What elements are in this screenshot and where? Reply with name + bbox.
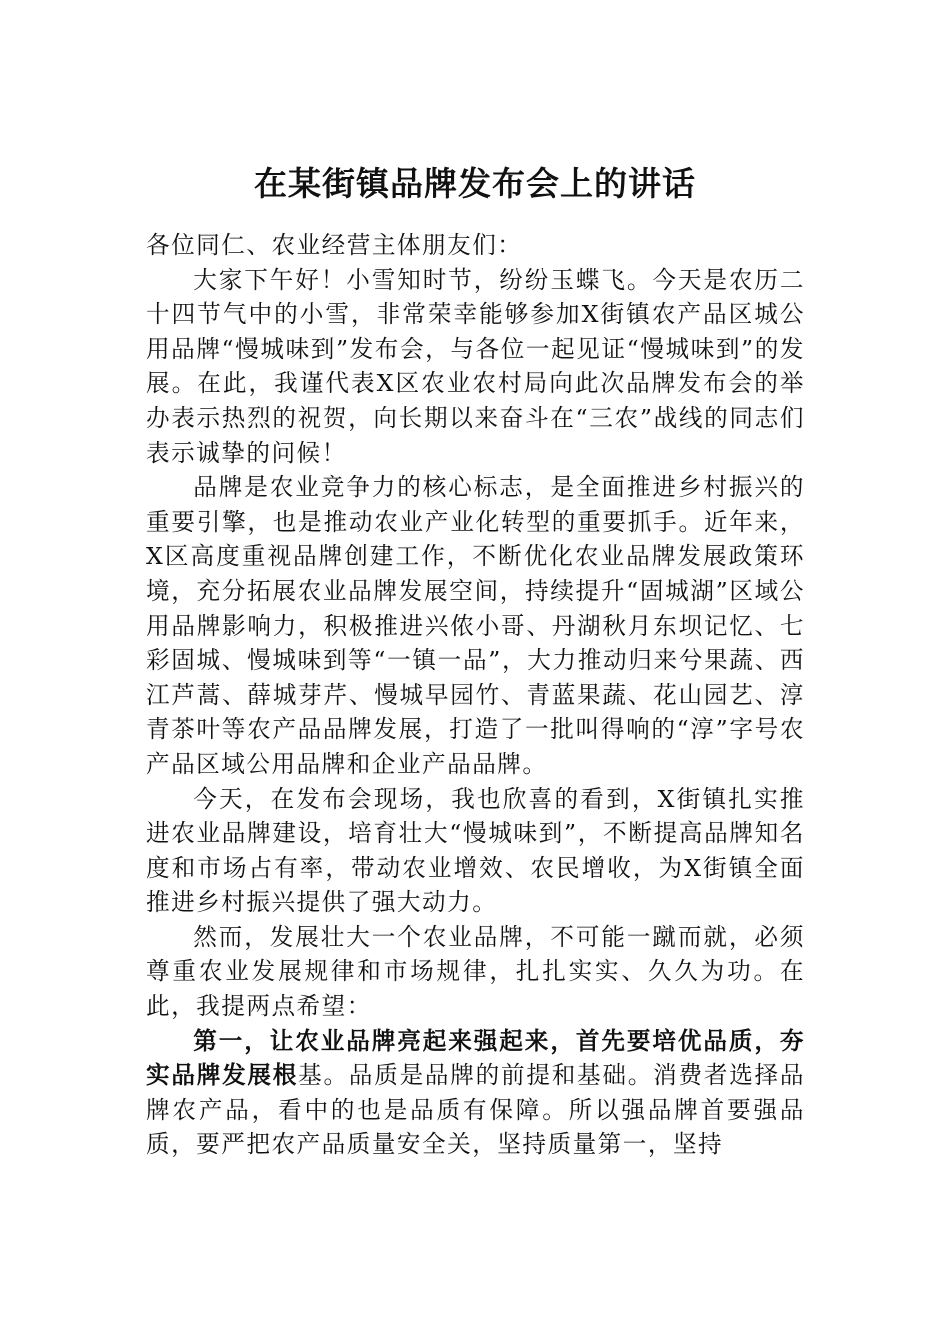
paragraph: 然而，发展壮大一个农业品牌，不可能一蹴而就，必须尊重农业发展规律和市场规律，扎扎实实、久久为功。在此，我提两点希望： (146, 922, 805, 1021)
point-one-text: 基。品质是品牌的前提和基础。消费者选择品牌农产品，看中的也是品质有保障。所以强品牌首要强品质，要严把农产品质量安全关，坚持质量第一，坚持 (146, 1061, 806, 1159)
paragraph-point-one (146, 1024, 805, 1162)
paragraph: 今天，在发布会现场，我也欣喜的看到，X街镇扎实推进农业品牌建设，培育壮大“慢城味到”，不断提高品牌知名度和市场占有率，带动农业增效、农民增收，为X街镇全面推进乡村振兴提供了强大动力。 (146, 784, 805, 917)
salutation: 各位同仁、农业经营主体朋友们： (146, 231, 523, 259)
document-body (146, 228, 805, 1162)
paragraph: 大家下午好！小雪知时节，纷纷玉蝶飞。今天是农历二十四节气中的小雪，非常荣幸能够参加X街镇农产品区城公用品牌“慢城味到”发布会，与各位一起见证“慢城味到”的发展。在此，我谨代表X区农业农村局向此次品牌发布会的举办表示热烈的祝贺，向长期以来奋斗在“三农”战线的同志们表示诚挚的问候！ (146, 265, 805, 467)
document-title: 在某街镇品牌发布会上的讲话 (254, 164, 696, 203)
paragraph: 品牌是农业竞争力的核心标志，是全面推进乡村振兴的重要引擎，也是推动农业产业化转型的重要抓手。近年来，X区高度重视品牌创建工作，不断优化农业品牌发展政策环境，充分拓展农业品牌发展空间，持续提升“固城湖”区域公用品牌影响力，积极推进兴侬小哥、丹湖秋月东坝记忆、七彩固城、慢城味到等“一镇一品”，大力推动归来兮果蔬、西江芦蒿、薛城芽芹、慢城早园竹、青蓝果蔬、花山园艺、淳青茶叶等农产品品牌发展，打造了一批叫得响的“淳”字号农产品区域公用品牌和企业产品品牌。 (146, 473, 805, 778)
point-one-heading: 第一，让农业品牌亮起来强起来，首先要培优品质，夯实品牌发展根 (146, 1026, 805, 1090)
